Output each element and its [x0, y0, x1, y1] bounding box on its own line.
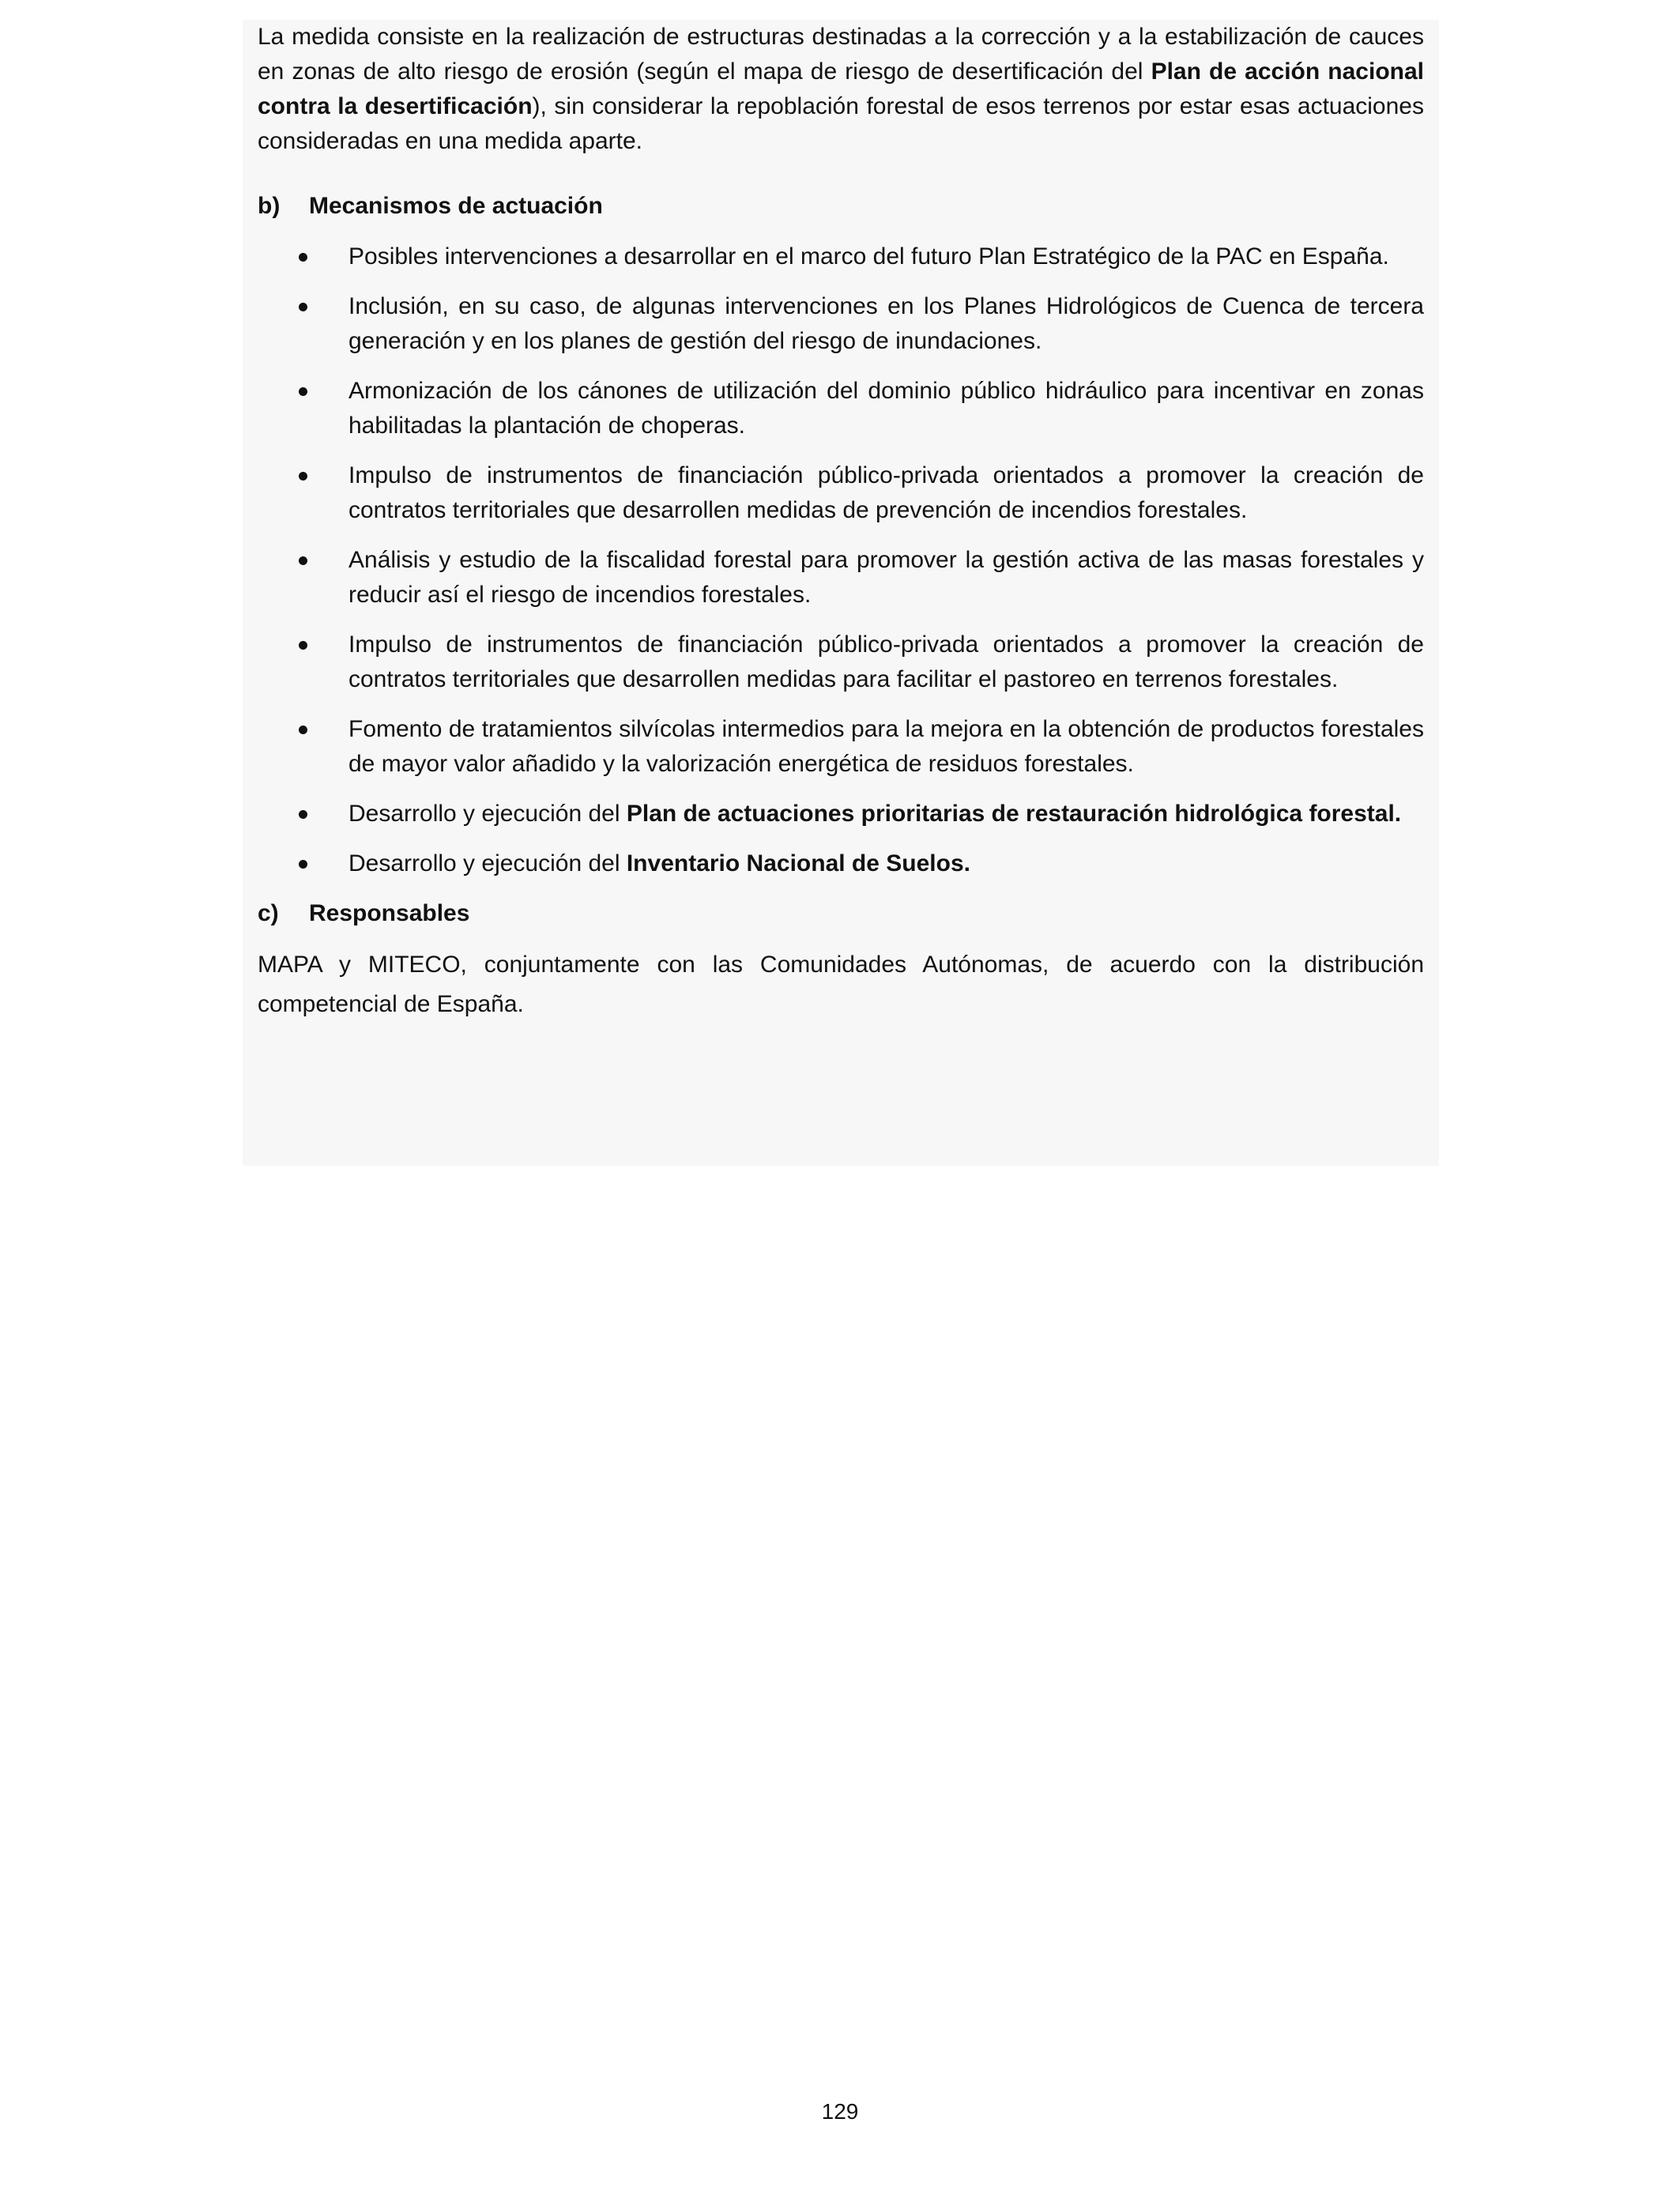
intro-text-1: La medida consiste en la realización de estructuras destinadas a la corrección y a la estabilización de cauces en zonas de alto riesgo de erosión (según el mapa de riesgo de desertificación del	[258, 24, 1424, 85]
list-item-text: Inclusión, en su caso, de algunas intervenciones en los Planes Hidrológicos de Cuenca de tercera generación y en los planes de gestión del riesgo de inundaciones.	[348, 293, 1424, 354]
section-b-title: Mecanismos de actuación	[309, 193, 603, 219]
section-c-heading	[258, 896, 1424, 931]
section-c-title: Responsables	[309, 900, 470, 926]
bullet-bold-plan: Plan de actuaciones prioritarias de restauración hidrológica forestal.	[626, 801, 1402, 827]
section-b-heading	[258, 189, 1424, 224]
list-item	[258, 239, 1424, 274]
bullet-icon	[258, 289, 348, 359]
list-item	[258, 797, 1424, 831]
bullet-icon	[258, 458, 348, 528]
intro-bold-plan: Plan de acción nacional contra la desertificación	[258, 58, 1424, 119]
mechanisms-list	[258, 239, 1424, 881]
list-item	[258, 628, 1424, 697]
list-item-text: Impulso de instrumentos de financiación público-privada orientados a promover la creación de contratos territoriales que desarrollen medidas de prevención de incendios forestales.	[348, 462, 1424, 523]
list-item	[258, 846, 1424, 881]
page-number: 129	[821, 2099, 859, 2124]
list-item-text: Posibles intervenciones a desarrollar en el marco del futuro Plan Estratégico de la PAC en España.	[348, 243, 1389, 270]
list-item	[258, 543, 1424, 613]
intro-text-2: ), sin considerar la repoblación forestal de esos terrenos por estar esas actuaciones consideradas en una medida aparte.	[258, 93, 1424, 154]
bullet-icon	[258, 543, 348, 613]
bullet-icon	[258, 712, 348, 782]
list-item-text: Armonización de los cánones de utilización del dominio público hidráulico para incentivar en zonas habilitadas la plantación de choperas.	[348, 378, 1424, 439]
list-item	[258, 289, 1424, 359]
responsables-paragraph: MAPA y MITECO, conjuntamente con las Comunidades Autónomas, de acuerdo con la distribución competencial de España.	[258, 952, 1424, 1017]
list-item-text: Impulso de instrumentos de financiación público-privada orientados a promover la creación de contratos territoriales que desarrollen medidas para facilitar el pastoreo en terrenos forestales.	[348, 631, 1424, 692]
list-item	[258, 374, 1424, 443]
bullet-icon	[258, 628, 348, 697]
section-c-letter: c)	[258, 900, 279, 926]
list-item	[258, 458, 1424, 528]
list-item-text: Análisis y estudio de la fiscalidad forestal para promover la gestión activa de las masas forestales y reducir así el riesgo de incendios forestales.	[348, 547, 1424, 608]
list-item-text: Desarrollo y ejecución del Plan de actuaciones prioritarias de restauración hidrológica forestal.	[348, 801, 1402, 827]
bullet-bold-inventario: Inventario Nacional de Suelos.	[626, 850, 970, 876]
list-item-text: Desarrollo y ejecución del Inventario Nacional de Suelos.	[348, 850, 970, 876]
bullet-icon	[258, 374, 348, 443]
section-b-letter: b)	[258, 193, 281, 219]
list-item-text: Fomento de tratamientos silvícolas intermedios para la mejora en la obtención de productos forestales de mayor valor añadido y la valorización energética de residuos forestales.	[348, 716, 1424, 777]
bullet-icon	[258, 797, 348, 831]
document-body	[258, 20, 1424, 1024]
list-item	[258, 712, 1424, 782]
bullet-icon	[258, 239, 348, 274]
intro-paragraph	[258, 20, 1424, 159]
bullet-icon	[258, 846, 348, 881]
